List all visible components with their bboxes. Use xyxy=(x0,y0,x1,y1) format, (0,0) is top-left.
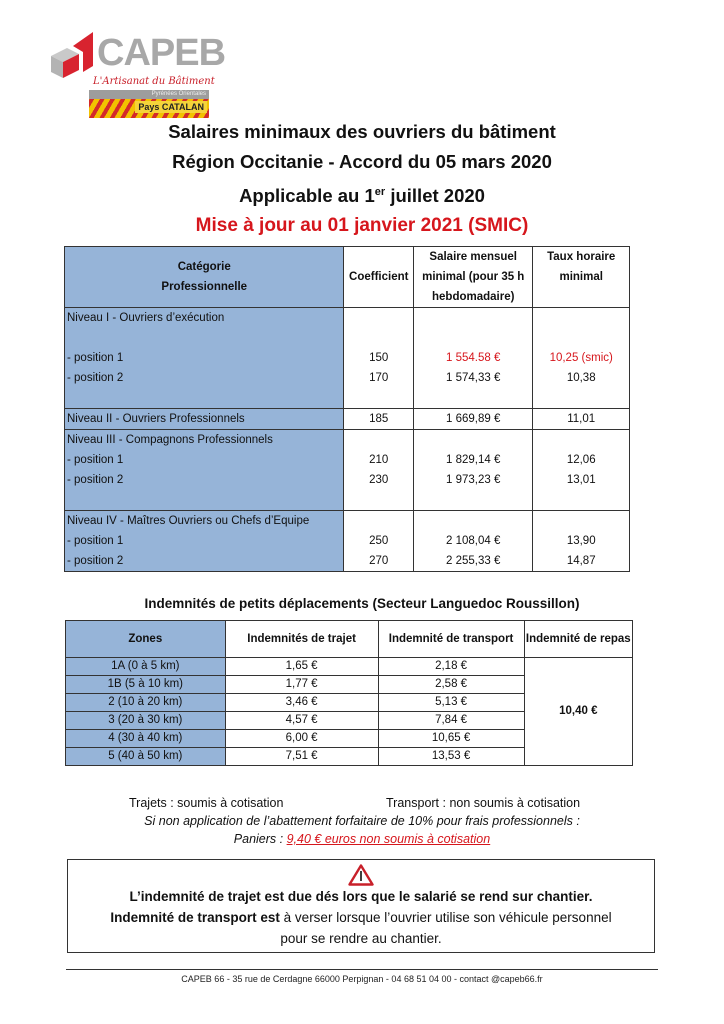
table-row-niveau-2 xyxy=(65,409,630,430)
spacer xyxy=(65,388,343,408)
table-row-niveau-3 xyxy=(65,430,630,511)
warning-box xyxy=(67,859,655,953)
trajets-note: Trajets : soumis à cotisation xyxy=(129,796,284,810)
salary-value: 1 829,14 € xyxy=(446,454,501,466)
title-line-2: Région Occitanie - Accord du 05 mars 2020 xyxy=(172,151,552,172)
position-label: - position 2 xyxy=(67,372,124,384)
paniers-value: 9,40 € euros non soumis à cotisation xyxy=(286,832,491,846)
hourly-value: 10,38 xyxy=(566,372,596,384)
transport-cell: 10,65 € xyxy=(378,730,524,748)
coefficient-value: 170 xyxy=(369,372,389,384)
capeb-logo-text: CAPEB xyxy=(97,32,226,74)
notes xyxy=(0,794,724,848)
paniers-note xyxy=(0,830,724,848)
hourly-value-smic: 10,25 (smic) xyxy=(549,352,613,364)
salary-value: 1 574,33 € xyxy=(446,372,501,384)
coefficient-cell xyxy=(344,308,414,409)
transport-cell: 5,13 € xyxy=(378,694,524,712)
title-line-1: Salaires minimaux des ouvriers du bâtiment xyxy=(168,121,556,142)
coefficient-value: 210 xyxy=(369,454,389,466)
salary-cell xyxy=(414,409,533,430)
transport-cell: 7,84 € xyxy=(378,712,524,730)
header-transport: Indemnité de transport xyxy=(378,621,524,658)
salary-cell xyxy=(414,511,533,572)
position-label: - position 1 xyxy=(67,535,124,547)
salary-cell xyxy=(414,430,533,511)
hourly-cell xyxy=(533,511,630,572)
coefficient-value: 230 xyxy=(369,474,389,486)
footer-contact: CAPEB 66 - 35 rue de Cerdagne 66000 Perpignan - 04 68 51 04 00 - contact @capeb66.fr xyxy=(181,974,543,984)
header-zones: Zones xyxy=(66,621,226,658)
hourly-value: 14,87 xyxy=(566,555,596,567)
header-hourly-line-1: Taux horaire xyxy=(547,251,616,263)
warning-line-2-bold: Indemnité de transport est xyxy=(110,910,280,925)
coefficient-cell xyxy=(344,409,414,430)
warning-line-2 xyxy=(68,907,654,928)
warning-triangle-icon xyxy=(348,864,374,886)
capeb-cube-icon xyxy=(45,26,101,82)
paniers-label: Paniers : xyxy=(233,832,287,846)
transport-cell: 13,53 € xyxy=(378,748,524,766)
zone-cell: 4 (30 à 40 km) xyxy=(66,730,226,748)
coefficient-value: 270 xyxy=(369,555,389,567)
coefficient-cell xyxy=(344,430,414,511)
hourly-cell xyxy=(533,409,630,430)
trajet-cell: 6,00 € xyxy=(225,730,378,748)
header-salary-line-3: hebdomadaire) xyxy=(432,291,515,303)
salary-value-smic: 1 554.58 € xyxy=(446,352,501,364)
spacer xyxy=(65,490,343,510)
position-label: - position 1 xyxy=(67,454,124,466)
trajet-cell: 1,65 € xyxy=(225,658,378,676)
title-line-3-post: juillet 2020 xyxy=(385,185,485,207)
header-salary-line-1: Salaire mensuel xyxy=(429,251,517,263)
warning-line-2-rest: à verser lorsque l’ouvrier utilise son véhicule personnel xyxy=(279,910,612,925)
header-salary-line-2: minimal (pour 35 h xyxy=(422,271,525,283)
zone-cell: 3 (20 à 30 km) xyxy=(66,712,226,730)
zone-cell: 1B (5 à 10 km) xyxy=(66,676,226,694)
salary-cell xyxy=(414,308,533,409)
level-label: Niveau II - Ouvriers Professionnels xyxy=(67,413,245,425)
hourly-cell xyxy=(533,308,630,409)
hourly-value: 13,01 xyxy=(566,474,596,486)
trajet-cell: 7,51 € xyxy=(225,748,378,766)
header-hourly xyxy=(533,247,630,308)
update-title: Mise à jour au 01 janvier 2021 (SMIC) xyxy=(195,215,529,237)
trajet-cell: 3,46 € xyxy=(225,694,378,712)
category-cell xyxy=(65,511,344,572)
indemnities-table xyxy=(65,620,633,766)
logo-pays: Pays CATALAN xyxy=(135,101,207,113)
coefficient-value: 185 xyxy=(369,413,389,425)
zone-cell: 2 (10 à 20 km) xyxy=(66,694,226,712)
header-repas: Indemnité de repas xyxy=(524,621,632,658)
table-row-niveau-1 xyxy=(65,308,630,409)
header-salary xyxy=(414,247,533,308)
salary-value: 1 973,23 € xyxy=(446,474,501,486)
document-titles xyxy=(0,117,724,241)
logo-region: Pyrénées Orientales xyxy=(89,90,209,99)
header-category-line-2: Professionnelle xyxy=(161,281,248,293)
header-hourly-line-2: minimal xyxy=(559,271,603,283)
category-cell xyxy=(65,409,344,430)
coefficient-cell xyxy=(344,511,414,572)
logo-band xyxy=(89,76,215,118)
salary-value: 1 669,89 € xyxy=(446,413,501,425)
logo-tagline: L'Artisanat du Bâtiment xyxy=(93,76,215,87)
title-line-3 xyxy=(0,177,724,211)
position-label: - position 1 xyxy=(67,352,124,364)
level-label: Niveau I - Ouvriers d’exécution xyxy=(67,312,225,324)
coefficient-value: 250 xyxy=(369,535,389,547)
indemnities-title: Indemnités de petits déplacements (Secteur Languedoc Roussillon) xyxy=(144,596,580,611)
category-cell xyxy=(65,308,344,409)
header-category-line-1: Catégorie xyxy=(177,261,231,273)
hourly-value: 13,90 xyxy=(566,535,596,547)
warning-line-3: pour se rendre au chantier. xyxy=(280,931,442,946)
trajet-cell: 1,77 € xyxy=(225,676,378,694)
table-row-niveau-4 xyxy=(65,511,630,572)
cotisation-row xyxy=(0,794,724,812)
hourly-cell xyxy=(533,430,630,511)
transport-note: Transport : non soumis à cotisation xyxy=(386,796,581,810)
table-row xyxy=(66,658,633,676)
zone-cell: 5 (40 à 50 km) xyxy=(66,748,226,766)
capeb-logo xyxy=(45,26,225,112)
transport-cell: 2,18 € xyxy=(378,658,524,676)
hourly-value: 12,06 xyxy=(566,454,596,466)
trajet-cell: 4,57 € xyxy=(225,712,378,730)
header-trajet: Indemnités de trajet xyxy=(225,621,378,658)
footer-divider xyxy=(66,969,658,970)
zone-cell: 1A (0 à 5 km) xyxy=(66,658,226,676)
salary-value: 2 255,33 € xyxy=(446,555,501,567)
position-label: - position 2 xyxy=(67,474,124,486)
title-line-3-sup: er xyxy=(374,186,386,198)
category-cell xyxy=(65,430,344,511)
repas-cell: 10,40 € xyxy=(524,658,632,766)
level-label: Niveau IV - Maîtres Ouvriers ou Chefs d’Equipe xyxy=(67,515,310,527)
spacer xyxy=(65,328,343,348)
header-category xyxy=(65,247,344,308)
hourly-value: 11,01 xyxy=(567,413,596,425)
coefficient-value: 150 xyxy=(369,352,389,364)
salary-table xyxy=(64,246,630,572)
level-label: Niveau III - Compagnons Professionnels xyxy=(67,434,273,446)
transport-cell: 2,58 € xyxy=(378,676,524,694)
salary-value: 2 108,04 € xyxy=(446,535,501,547)
header-coefficient: Coefficient xyxy=(344,247,414,308)
title-line-3-pre: Applicable au 1 xyxy=(239,185,375,207)
abattement-note: Si non application de l’abattement forfaitaire de 10% pour frais professionnels : xyxy=(144,814,580,828)
warning-line-1: L’indemnité de trajet est due dés lors que le salarié se rend sur chantier. xyxy=(129,889,593,904)
position-label: - position 2 xyxy=(67,555,124,567)
